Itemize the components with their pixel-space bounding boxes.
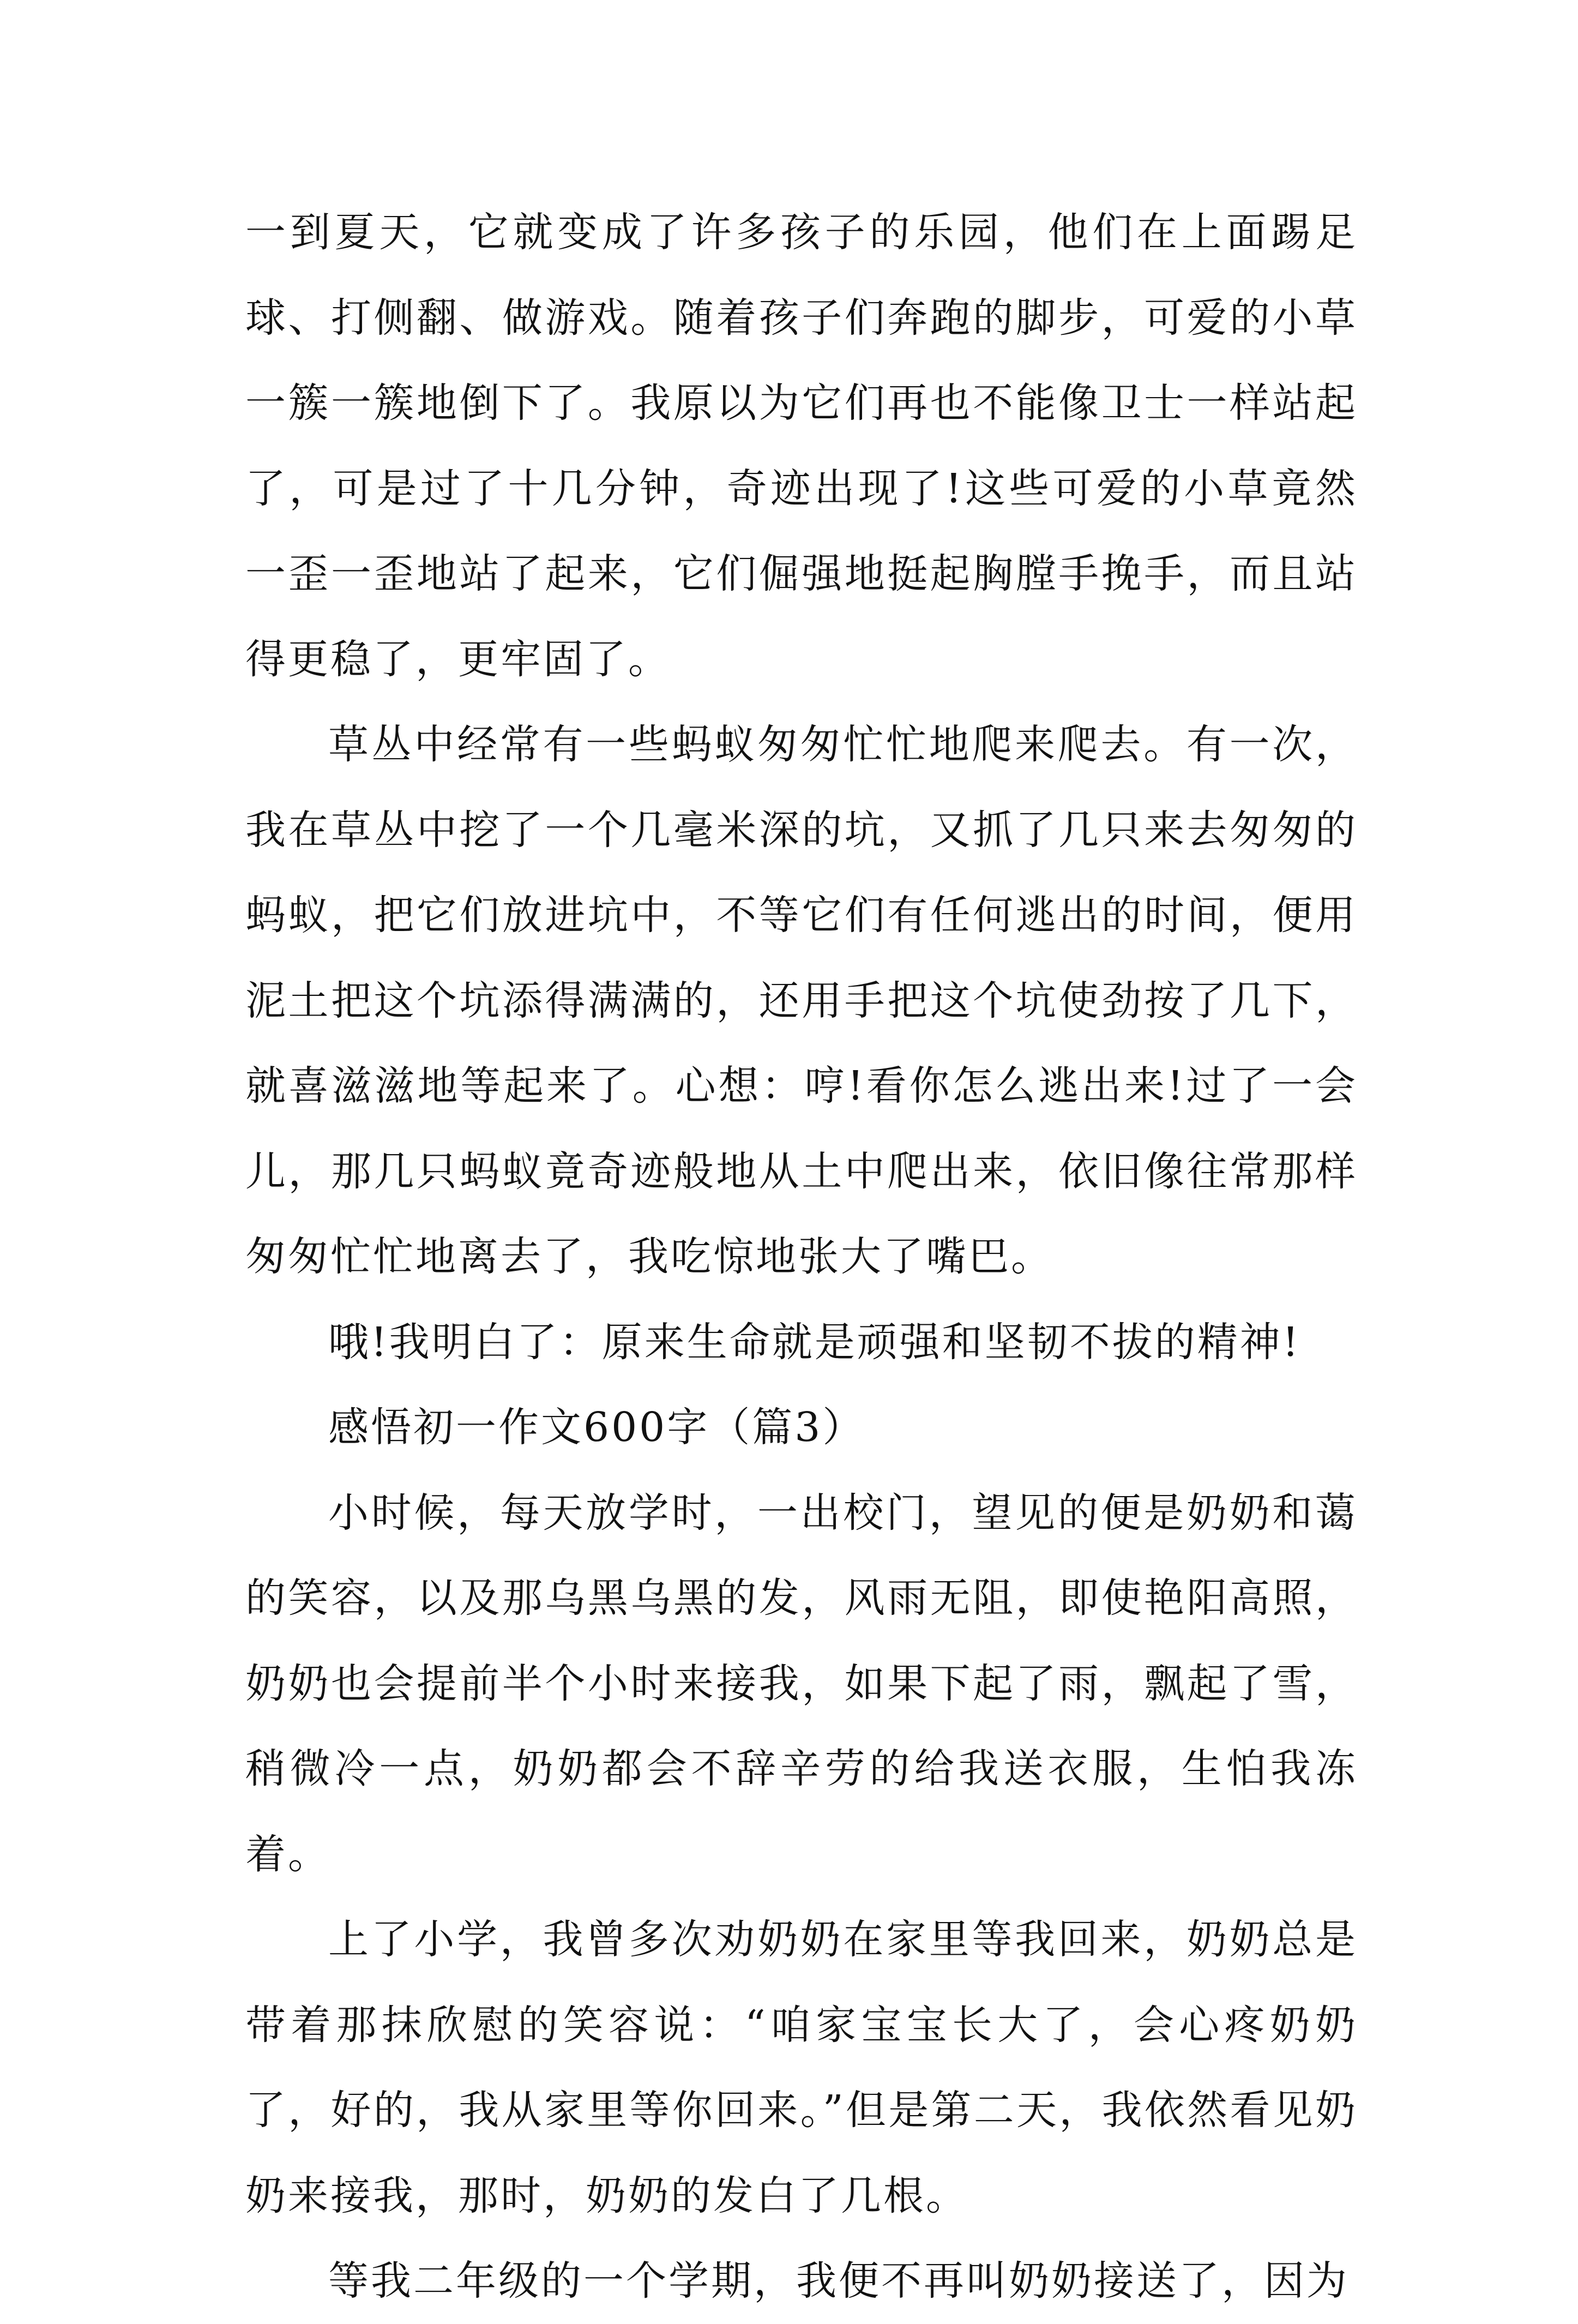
paragraph-realization: 哦!我明白了：原来生命就是顽强和坚韧不拔的精神! [328, 1318, 1301, 1366]
section-heading: 感悟初一作文600字（篇3） [328, 1404, 865, 1451]
paragraph-childhood: 小时候，每天放学时，一出校门，望见的便是奶奶和蔼的笑容，以及那乌黑乌黑的发，风雨无阻，即使艳阳高照，奶奶也会提前半个小时来接我，如果下起了雨，飘起了雪，稍微冷一点，奶奶都会不辞辛劳的给我送衣服，生怕我冻着。 [245, 1489, 1358, 1878]
paragraph-primary-school: 上了小学，我曾多次劝奶奶在家里等我回来，奶奶总是带着那抹欣慰的笑容说：“咱家宝宝长大了，会心疼奶奶了，好的，我从家里等你回来。”但是第二天，我依然看见奶奶来接我，那时，奶奶的发白了几根。 [245, 1916, 1358, 2219]
paragraph-ants: 草丛中经常有一些蚂蚁匆匆忙忙地爬来爬去。有一次，我在草丛中挖了一个几毫米深的坑，又抓了几只来去匆匆的蚂蚁，把它们放进坑中，不等它们有任何逃出的时间，便用泥土把这个坑添得满满的，还用手把这个坑使劲按了几下，就喜滋滋地等起来了。心想：哼!看你怎么逃出来!过了一会儿，那几只蚂蚁竟奇迹般地从土中爬出来，依旧像往常那样匆匆忙忙地离去了，我吃惊地张大了嘴巴。 [245, 721, 1358, 1280]
paragraph-second-grade: 等我二年级的一个学期，我便不再叫奶奶接送了，因为 [328, 2257, 1349, 2304]
paragraph-summer-grass: 一到夏天，它就变成了许多孩子的乐园，他们在上面踢足球、打侧翻、做游戏。随着孩子们奔跑的脚步，可爱的小草一簇一簇地倒下了。我原以为它们再也不能像卫士一样站起了，可是过了十几分钟，奇迹出现了!这些可爱的小草竟然一歪一歪地站了起来，它们倔强地挺起胸膛手挽手，而且站得更稳了，更牢固了。 [245, 209, 1358, 683]
document-body [245, 190, 1358, 2324]
